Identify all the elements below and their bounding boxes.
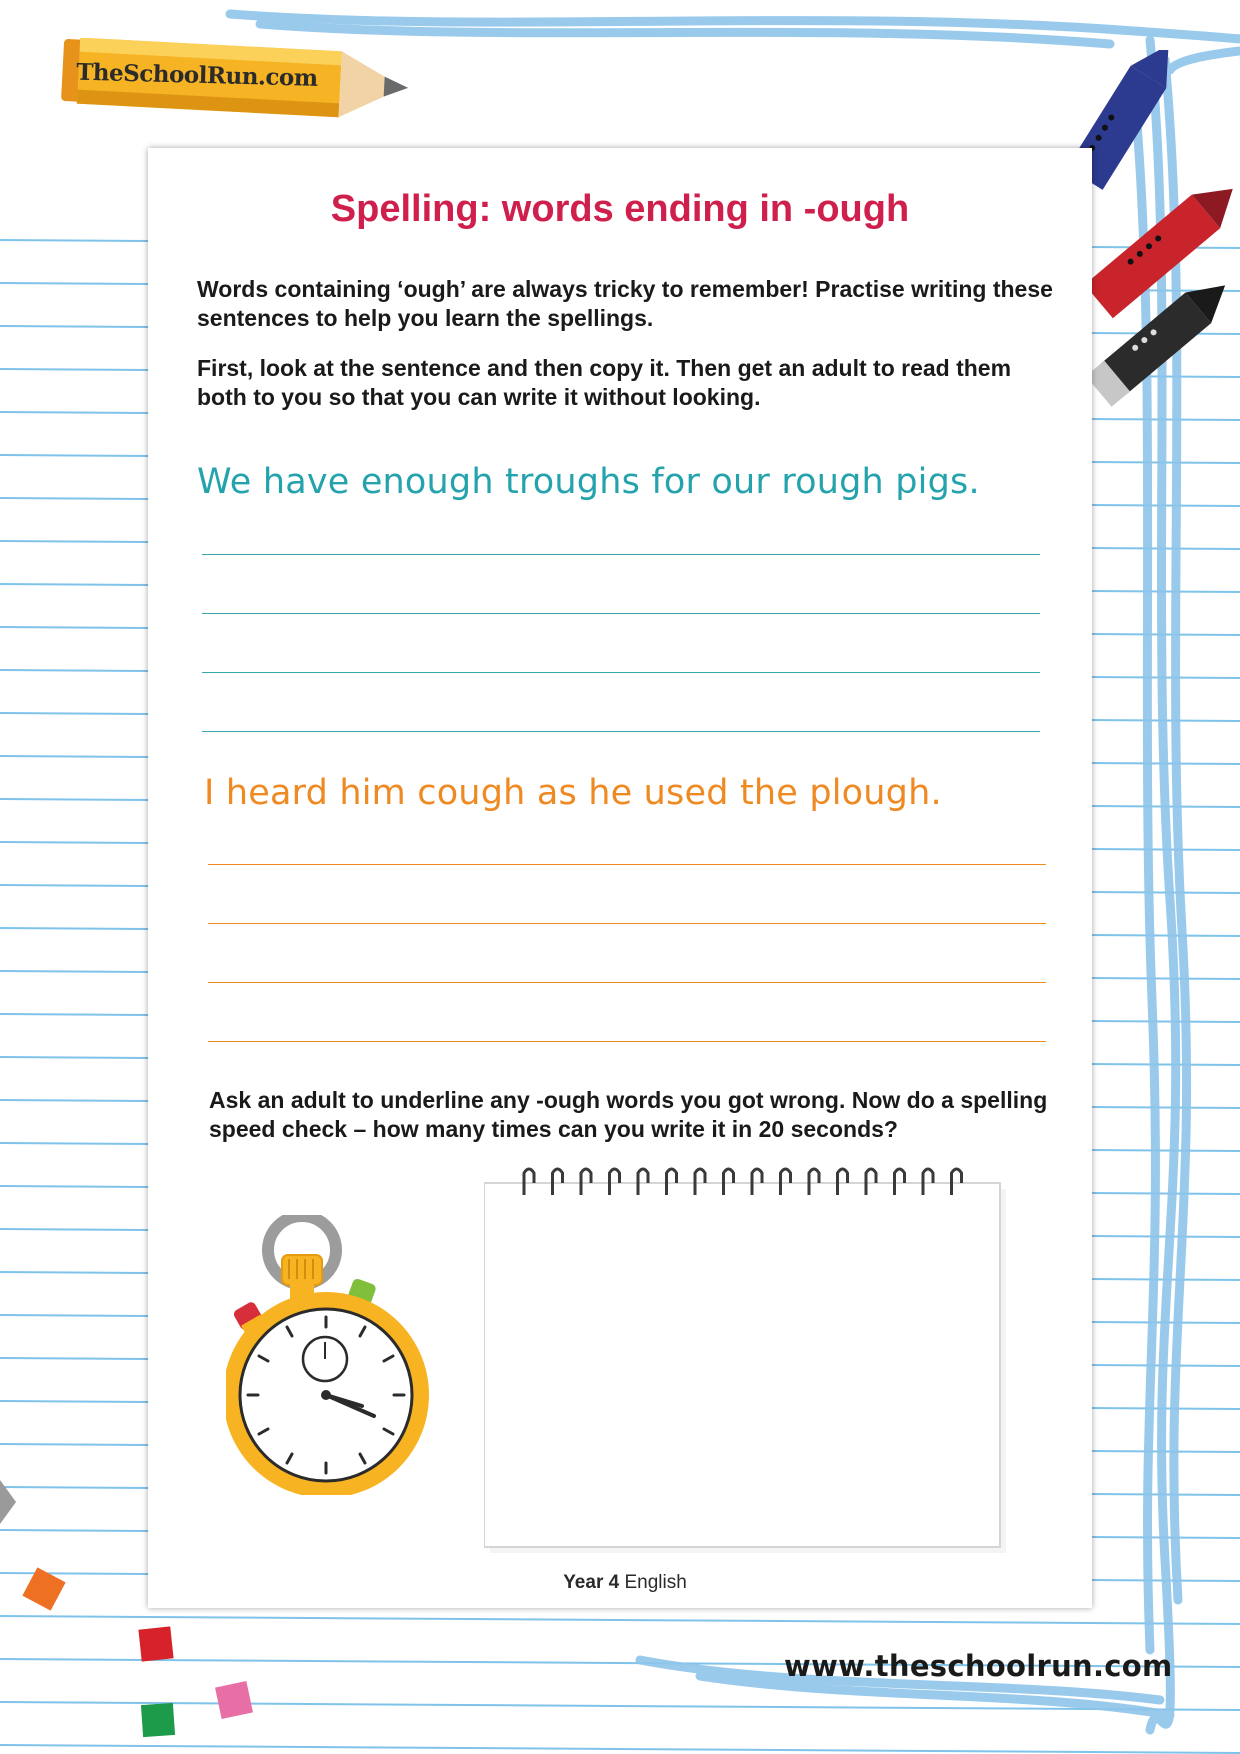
intro-paragraph-1: Words containing ‘ough’ are always tricky to remember! Practise writing these sentences to help you learn the spellings. xyxy=(197,276,1053,331)
writing-line[interactable] xyxy=(202,613,1040,614)
logo-text[interactable]: TheSchoolRun.com xyxy=(75,58,319,92)
sentence-1: We have enough troughs for our rough pigs. xyxy=(197,462,980,502)
worksheet-title: Spelling: words ending in -ough xyxy=(330,188,910,230)
writing-line[interactable] xyxy=(202,554,1040,555)
writing-line[interactable] xyxy=(208,864,1046,865)
stopwatch-icon xyxy=(226,1215,466,1495)
sentence-2: I heard him cough as he used the plough. xyxy=(204,773,942,813)
confetti-square xyxy=(141,1703,175,1737)
confetti-square xyxy=(215,1681,253,1719)
confetti-square xyxy=(138,1626,173,1661)
intro-paragraph-2: First, look at the sentence and then copy it. Then get an adult to read them both to you so that you can write it without looking. xyxy=(197,355,1012,410)
writing-line[interactable] xyxy=(208,982,1046,983)
spiral-notepad[interactable] xyxy=(484,1165,1010,1557)
grey-tab-icon xyxy=(0,1480,20,1524)
footer-year-subject xyxy=(0,1572,1240,1594)
site-url-link[interactable]: www.theschoolrun.com xyxy=(784,1649,1173,1683)
footer-subject: English xyxy=(624,1572,687,1593)
writing-line[interactable] xyxy=(202,672,1040,673)
ruled-line xyxy=(0,1616,1240,1624)
writing-line[interactable] xyxy=(208,1041,1046,1042)
writing-line[interactable] xyxy=(202,731,1040,732)
footer-year: Year 4 xyxy=(563,1572,620,1593)
writing-line[interactable] xyxy=(208,923,1046,924)
speed-check-instructions: Ask an adult to underline any -ough words you got wrong. Now do a spelling speed check – how many times can you write it in 20 seconds? xyxy=(209,1087,1048,1142)
ruled-line xyxy=(0,1745,1240,1753)
ruled-line xyxy=(0,1702,1240,1710)
